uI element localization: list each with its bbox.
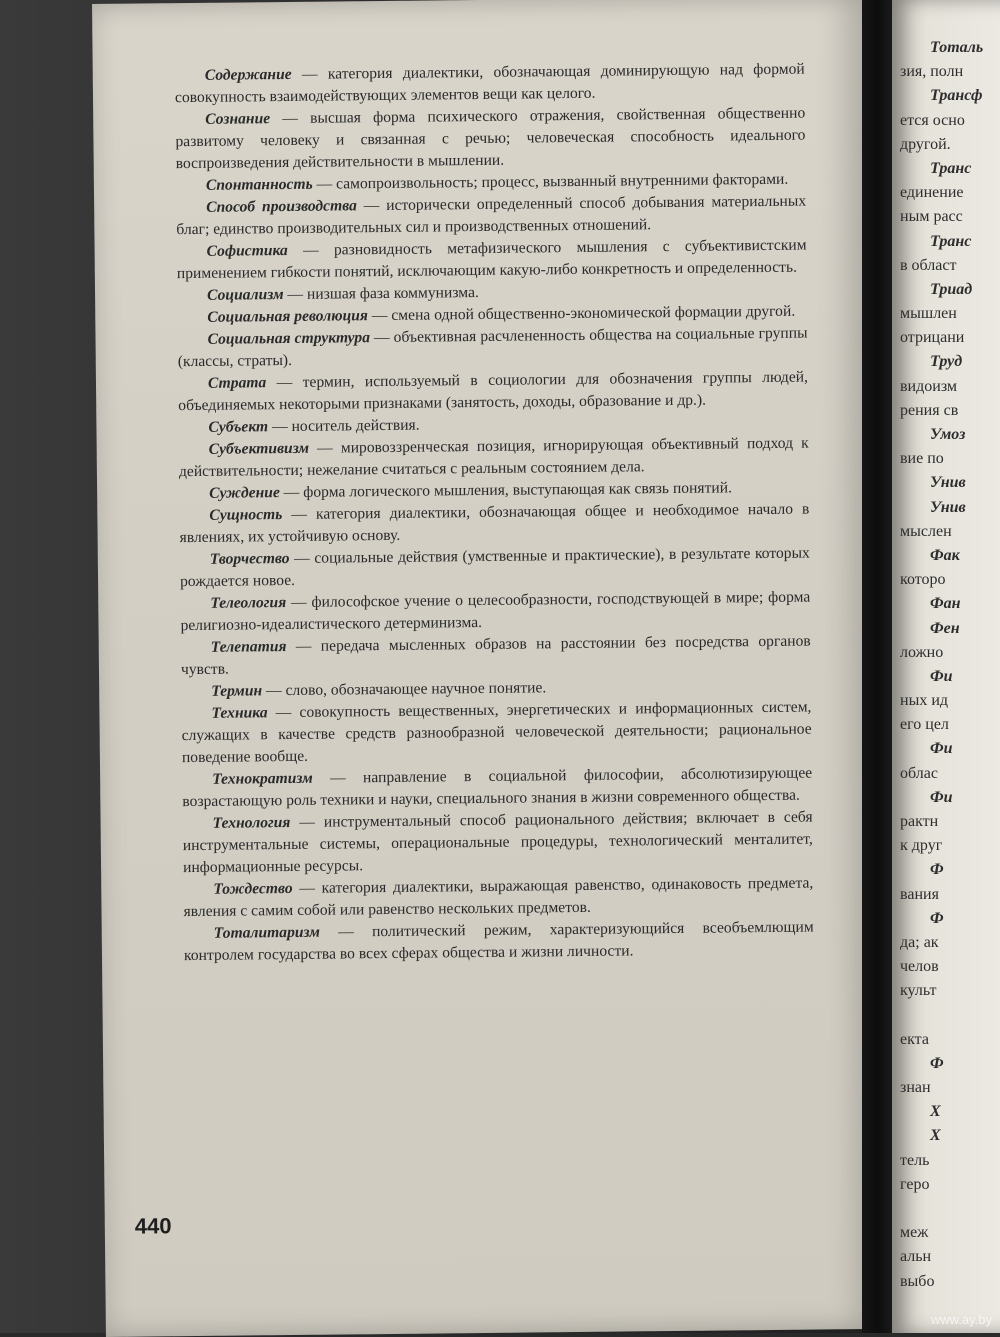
glossary-entry xyxy=(181,697,812,770)
entry-term: Технократизм xyxy=(212,769,313,788)
right-page-line: геро xyxy=(900,1175,930,1193)
left-book-page xyxy=(92,0,876,1337)
entry-term: Технология xyxy=(212,813,291,832)
right-page-line: челов xyxy=(900,958,939,976)
entry-term: Тоталитаризм xyxy=(213,923,320,942)
right-page-line: ных ид xyxy=(900,692,949,710)
book-spine-gutter xyxy=(862,0,894,1333)
right-page-line: Ф xyxy=(930,861,944,879)
entry-definition: — слово, обозначающее научное понятие. xyxy=(262,679,547,700)
right-page-line: меж xyxy=(900,1224,929,1242)
right-page-line: тель xyxy=(900,1151,930,1169)
entry-term: Содержание xyxy=(204,65,292,84)
entry-term: Сущность xyxy=(209,506,283,524)
glossary-entry xyxy=(183,873,813,924)
right-page-line: в област xyxy=(900,256,957,274)
entry-definition: — термин, используемый в социологии для обозначения группы людей, объединяемых некоторыми признаками (занятость, доходы, образование и др.). xyxy=(178,368,809,415)
right-page-line: да; ак xyxy=(900,933,939,951)
glossary-entry xyxy=(184,917,814,968)
right-page-fragments xyxy=(900,36,1000,1294)
right-page-line: Триад xyxy=(930,280,973,298)
right-page-line: Унив xyxy=(930,498,966,516)
entry-term: Творчество xyxy=(209,549,290,568)
right-page-line: вания xyxy=(900,885,939,903)
right-page-line: Х xyxy=(930,1103,941,1121)
right-page-line: зия, полн xyxy=(900,63,964,81)
entry-term: Субъективизм xyxy=(208,439,310,458)
entry-term: Суждение xyxy=(209,484,280,502)
right-page-line: Труд xyxy=(930,353,963,371)
entry-definition: — инструментальный способ рационального действия; включает в себя инструментальные системы, операциональные процедуры, технологический менталитет, информационные ресурсы. xyxy=(182,808,813,877)
right-page-line: знан xyxy=(900,1079,931,1097)
right-page-line: ется осно xyxy=(900,111,965,129)
glossary-entry xyxy=(175,103,806,176)
entry-term: Субъект xyxy=(208,418,269,436)
glossary-entry xyxy=(181,631,811,682)
entry-definition: — исторически определенный способ добывания материальных благ; единство производительных сил и производственных отношений. xyxy=(176,192,807,239)
right-book-page xyxy=(892,0,1000,1333)
entry-term: Термин xyxy=(211,682,263,700)
right-page-line: Фен xyxy=(930,619,960,637)
glossary-entry xyxy=(182,807,813,880)
glossary-entry xyxy=(178,367,808,418)
right-page-line: Фи xyxy=(930,788,953,806)
right-page-line: рения св xyxy=(900,401,959,419)
entry-term: Тождество xyxy=(213,879,293,898)
entry-definition: — смена одной общественно-экономической формации другой. xyxy=(367,302,796,325)
right-page-line: Транс xyxy=(930,159,972,177)
right-page-line: мыслен xyxy=(900,522,952,540)
glossary-entry xyxy=(176,191,806,242)
right-page-line: единение xyxy=(900,184,964,202)
glossary-entries xyxy=(175,59,814,968)
right-page-line xyxy=(900,1004,1000,1028)
entry-definition: — передача мысленных образов на расстоянии без посредства органов чувств. xyxy=(180,632,811,679)
right-page-line: Х xyxy=(930,1127,941,1145)
right-page-line: Тоталь xyxy=(930,39,984,56)
right-page-line: ложно xyxy=(900,643,944,661)
entry-term: Социальная структура xyxy=(207,329,371,348)
right-page-line: Фан xyxy=(930,595,961,613)
right-page-line: Фи xyxy=(930,667,953,685)
right-page-line: Фак xyxy=(930,546,960,564)
glossary-entry xyxy=(179,433,809,484)
entry-definition: — категория диалектики, обозначающая доминирующую над формой совокупность взаимодействующих элементов вещи как целого. xyxy=(174,60,805,107)
entry-term: Способ производства xyxy=(206,197,357,216)
entry-term: Сознание xyxy=(205,110,271,128)
glossary-entry xyxy=(177,235,807,286)
entry-definition: — социальные действия (умственные и практические), в результате которых рождается новое. xyxy=(179,544,810,591)
right-page-line: Трансф xyxy=(930,87,983,105)
entry-definition: — направление в социальной философии, абсолютизирующее возрастающую роль техники и науки, специального знания в жизни современного общества. xyxy=(182,764,813,811)
entry-term: Спонтанность xyxy=(205,175,313,194)
entry-term: Социализм xyxy=(206,286,284,304)
entry-definition: — философское учение о целесообразности, господствующей в мире; форма религиозно-идеалистического детерминизма. xyxy=(180,588,811,635)
entry-definition: — разновидность метафизического мышления с субъективистским применением гибкости понятий, исключающим какую-либо конкретность и определенность. xyxy=(176,236,807,283)
page-number: 440 xyxy=(134,1213,172,1239)
entry-definition: — категория диалектики, выражающая равенство, одинаковость предмета, явления с самим собой или равенство нескольких предметов. xyxy=(183,874,814,921)
right-page-line: видоизм xyxy=(900,377,958,395)
right-page-line: выбо xyxy=(900,1272,935,1290)
entry-term: Телеология xyxy=(210,594,287,612)
right-page-line: Транс xyxy=(930,232,972,250)
entry-definition: — низшая фаза коммунизма. xyxy=(283,283,479,304)
entry-term: Софистика xyxy=(206,241,288,260)
glossary-entry xyxy=(180,587,810,638)
right-page-line: культ xyxy=(900,982,937,1000)
entry-definition: — высшая форма психического отражения, свойственная общественно развитому человеку и связанная с речью; человеческая способность идеального воспроизведения действительности в мышлении. xyxy=(175,104,806,173)
entry-definition: — форма логического мышления, выступающая как связь понятий. xyxy=(279,479,733,502)
right-page-line: облас xyxy=(900,764,938,782)
right-page-line: его цел xyxy=(900,716,949,734)
right-page-line: мышлен xyxy=(900,305,957,323)
entry-term: Техника xyxy=(211,704,268,722)
right-page-line: Унив xyxy=(930,474,966,492)
entry-term: Страта xyxy=(207,374,267,392)
right-page-line: вие по xyxy=(900,450,944,468)
glossary-entry xyxy=(175,59,805,110)
entry-definition: — мировоззренческая позиция, игнорирующая объективный подход к действительности; нежелание считаться с реальным состоянием дела. xyxy=(178,434,809,481)
entry-term: Телепатия xyxy=(210,638,287,656)
entry-definition: — политический режим, характеризующийся всеобъемлющим контролем государства во всех сферах общества и жизни личности. xyxy=(183,918,814,965)
right-page-line: Умоз xyxy=(930,426,966,443)
glossary-entry xyxy=(177,323,807,374)
right-page-line: к друг xyxy=(900,837,943,855)
right-page-line: ным расс xyxy=(900,208,963,226)
right-page-line: альн xyxy=(900,1248,932,1266)
right-page-line: Ф xyxy=(930,1054,944,1072)
right-page-line xyxy=(900,1197,1000,1221)
entry-definition: — объективная расчлененность общества на социальные группы (классы, страты). xyxy=(177,324,808,371)
glossary-entry xyxy=(182,763,812,814)
entry-term: Социальная революция xyxy=(207,307,369,326)
entry-definition: — носитель действия. xyxy=(268,416,420,436)
right-page-line: отрицани xyxy=(900,329,965,347)
right-page-line: екта xyxy=(900,1030,929,1048)
entry-definition: — самопроизвольность; процесс, вызванный внутренними факторами. xyxy=(312,170,789,193)
watermark: www.ay.by xyxy=(930,1312,992,1327)
glossary-entry xyxy=(179,499,809,550)
entry-definition: — совокупность вещественных, энергетических и информационных систем, служащих в качестве средств разнообразной человеческой деятельности; рациональное поведение вообще. xyxy=(181,698,812,767)
right-page-line: рактн xyxy=(900,813,939,830)
right-page-line: Фи xyxy=(930,740,953,758)
right-page-line: Ф xyxy=(930,909,944,927)
glossary-entry xyxy=(180,543,810,594)
right-page-line: которо xyxy=(900,571,946,589)
right-page-line: другой. xyxy=(900,135,951,153)
entry-definition: — категория диалектики, обозначающая общее и необходимое начало в явлениях, их устойчивую основу. xyxy=(179,500,810,547)
